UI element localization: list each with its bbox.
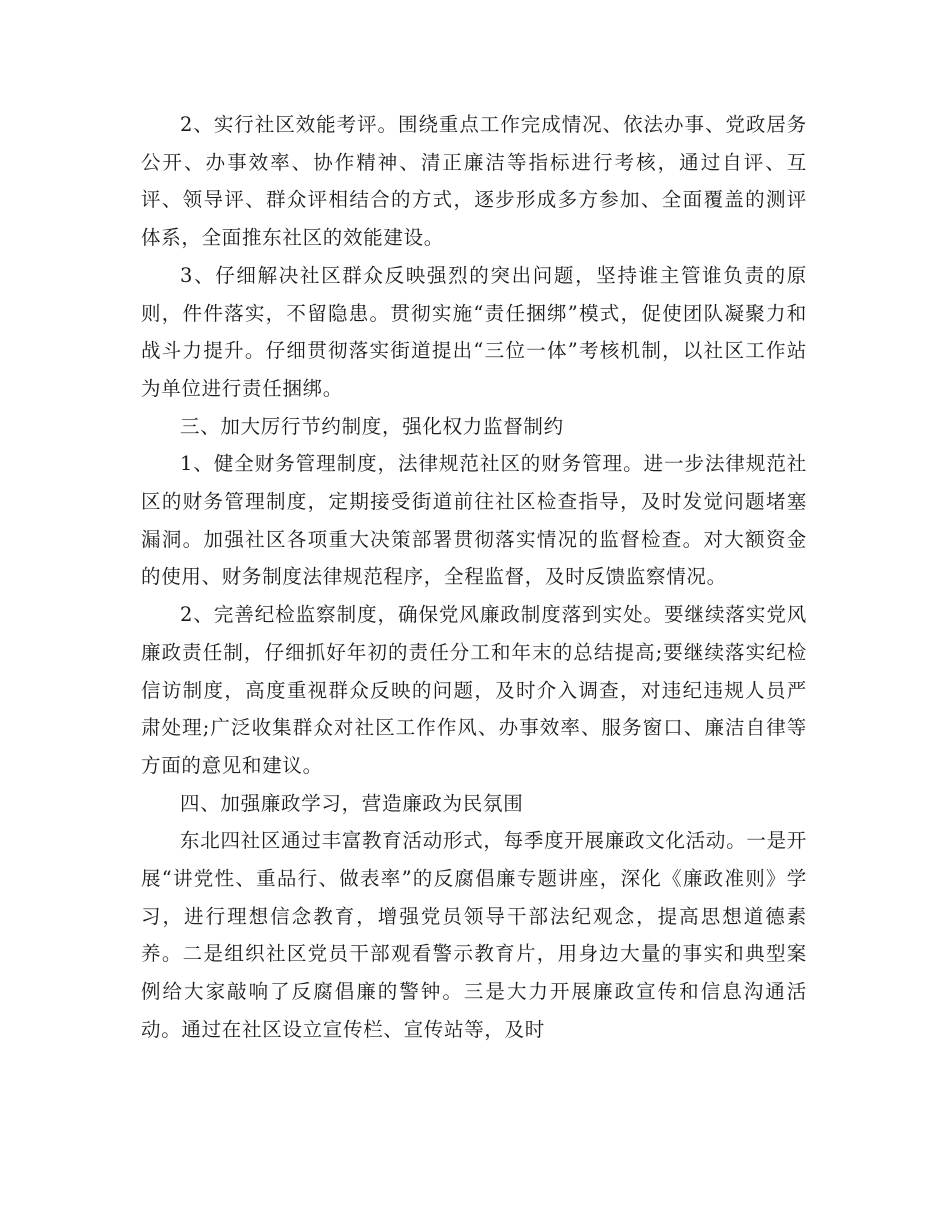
paragraph-financial-management: 1、健全财务管理制度，法律规范社区的财务管理。进一步法律规范社区的财务管理制度，定期接受街道前往社区检查指导，及时发觉问题堵塞漏洞。加强社区各项重大决策部署贯彻落实情况的监督检查。对大额资金的使用、财务制度法律规范程序，全程监督，及时反馈监察情况。 — [141, 452, 807, 589]
document-body — [141, 106, 807, 1049]
paragraph-efficiency-evaluation: 2、实行社区效能考评。围绕重点工作完成情况、依法办事、党政居务公开、办事效率、协作精神、清正廉洁等指标进行考核，通过自评、互评、领导评、群众评相结合的方式，逐步形成多方参加、全面覆盖的测评体系，全面推东社区的效能建设。 — [141, 113, 807, 250]
paragraph-discipline-supervision: 2、完善纪检监察制度，确保党风廉政制度落到实处。要继续落实党风廉政责任制，仔细抓好年初的责任分工和年末的总结提高;要继续落实纪检信访制度，高度重视群众反映的问题，及时介入调查，对违纪违规人员严肃处理;广泛收集群众对社区工作作风、办事效率、服务窗口、廉洁自律等方面的意见和建议。 — [141, 603, 807, 777]
paragraph-integrity-education: 东北四社区通过丰富教育活动形式，每季度开展廉政文化活动。一是开展“讲党性、重品行、做表率”的反腐倡廉专题讲座，深化《廉政准则》学习，进行理想信念教育，增强党员领导干部法纪观念，提高思想道德素养。二是组织社区党员干部观看警示教育片，用身边大量的事实和典型案例给大家敲响了反腐倡廉的警钟。三是大力开展廉政宣传和信息沟通活动。通过在社区设立宣传栏、宣传站等，及时 — [141, 829, 807, 1041]
paragraph-resolve-problems: 3、仔细解决社区群众反映强烈的突出问题，坚持谁主管谁负责的原则，件件落实，不留隐患。贯彻实施“责任捆绑”模式，促使团队凝聚力和战斗力提升。仔细贯彻落实街道提出“三位一体”考核机制，以社区工作站为单位进行责任捆绑。 — [141, 263, 807, 400]
section-heading-three: 三、加大厉行节约制度，强化权力监督制约 — [180, 414, 564, 438]
section-heading-four: 四、加强廉政学习，营造廉政为民氛围 — [180, 791, 524, 815]
